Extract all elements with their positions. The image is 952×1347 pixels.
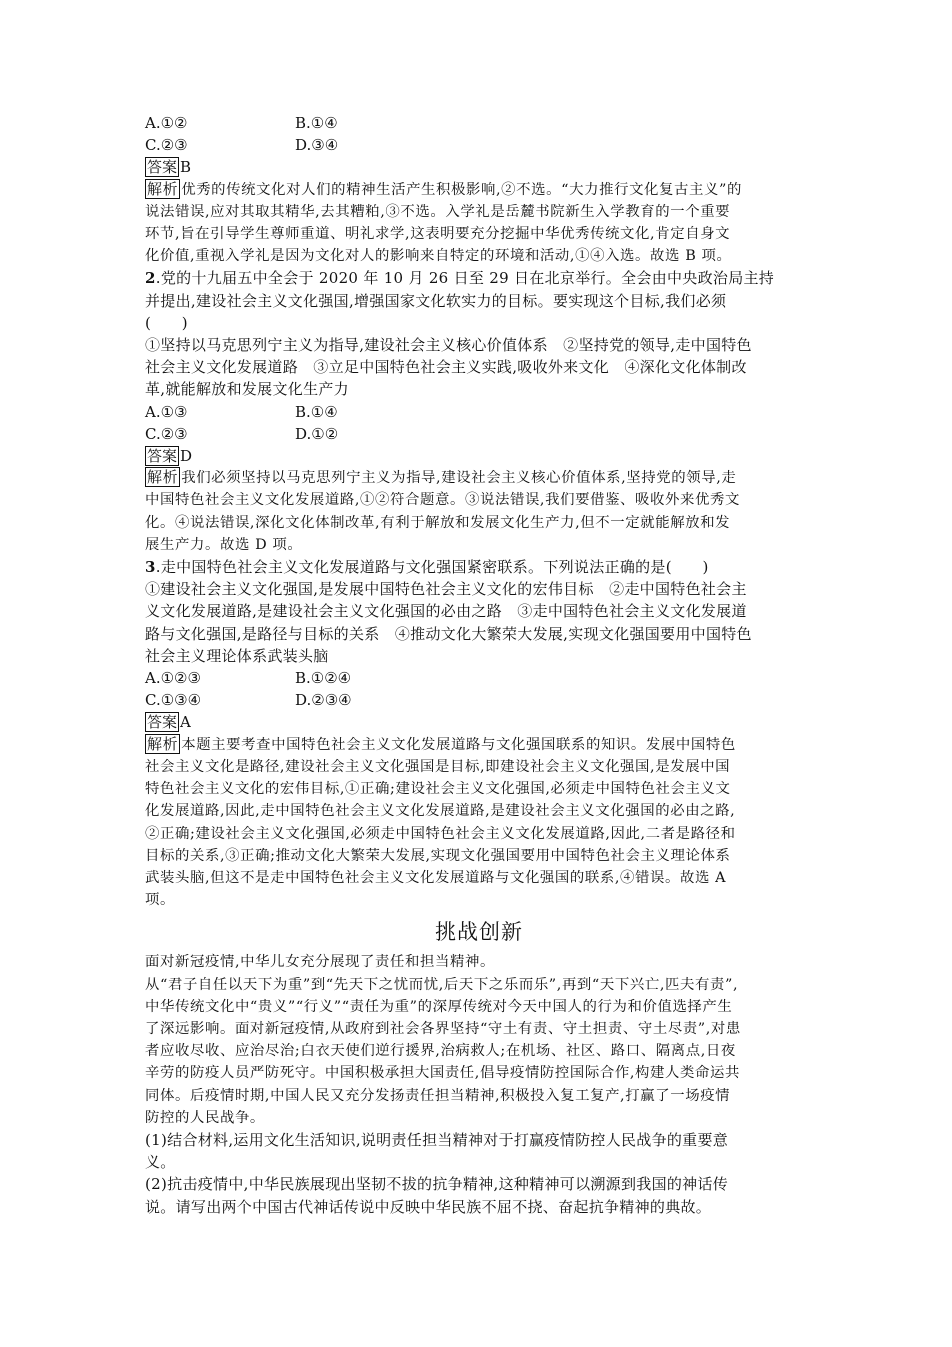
q1-answer-value: B xyxy=(180,158,192,177)
explanation-line: 项。 xyxy=(145,892,175,909)
subquestion-line: (1)结合材料,运用文化生活知识,说明责任担当精神对于打赢疫情防控人民战争的重要意 xyxy=(145,1130,729,1149)
explanation-line: 化价值,重视入学礼是因为文化对人的影响来自特定的环境和活动,①④入选。故选 B 项。 xyxy=(145,248,732,265)
q1-option-b: B.①④ xyxy=(295,114,338,132)
explanation-line: 目标的关系,③正确;推动文化大繁荣大发展,实现文化强国要用中国特色社会主义理论体系 xyxy=(145,847,731,864)
q3-option-c: C.①③④ xyxy=(145,691,202,710)
challenge-section xyxy=(145,917,813,1217)
q1-explanation xyxy=(145,179,813,268)
q2-stem-line: ( ) xyxy=(145,313,188,332)
explanation-line: 特色社会主义文化的宏伟目标,①正确;建设社会主义文化强国,必须走中国特色社会主义文 xyxy=(145,781,731,798)
material-line: 中华传统文化中“贵义”“行义”“责任为重”的深厚传统对今天中国人的行为和价值选择产生 xyxy=(145,998,733,1015)
q3-answer xyxy=(145,711,813,733)
challenge-subquestions xyxy=(145,1129,813,1218)
worksheet-page xyxy=(145,112,813,1218)
q3-item-line: 社会主义理论体系武装头脑 xyxy=(145,646,329,665)
q2-options-row-1 xyxy=(145,401,813,423)
q2-option-b: B.①④ xyxy=(295,402,338,421)
q2-item-line: 革,就能解放和发展文化生产力 xyxy=(145,380,349,399)
answer-tag: 答案 xyxy=(147,158,178,177)
q2-stem-line: 并提出,建设社会主义文化强国,增强国家文化软实力的目标。要实现这个目标,我们必须 xyxy=(145,291,727,310)
q3-options-row-1 xyxy=(145,667,813,689)
q3-answer-value: A xyxy=(180,713,191,732)
material-line: 了深远影响。面对新冠疫情,从政府到社会各界坚持“守土有责、守土担责、守土尽责”,对患 xyxy=(145,1020,741,1037)
explanation-line: ②正确;建设社会主义文化强国,必须走中国特色社会主义文化发展道路,因此,二者是路径和 xyxy=(145,825,736,842)
material-line: 面对新冠疫情,中华儿女充分展现了责任和担当精神。 xyxy=(145,954,495,971)
explanation-line: 武装头脑,但这不是走中国特色社会主义文化发展道路与文化强国的联系,④错误。故选 A xyxy=(145,869,727,886)
q2-number: 2 xyxy=(145,269,156,288)
explanation-line: 解析 本题主要考查中国特色社会主义文化发展道路与文化强国联系的知识。发展中国特色 xyxy=(147,734,736,753)
q2-item-line: 社会主义文化发展道路 ③立足中国特色社会主义实践,吸收外来文化 ④深化文化体制改 xyxy=(145,358,747,377)
q2-stem-line: 2.党的十九届五中全会于 2020 年 10 月 26 日至 29 日在北京举行。全会由中央政治局主持 xyxy=(145,269,775,288)
explanation-line: 说法错误,应对其取其精华,去其糟粕,③不选。入学礼是岳麓书院新生入学教育的一个重要 xyxy=(145,203,731,220)
explanation-line: 环节,旨在引导学生尊师重道、明礼求学,这表明要充分挖掘中华优秀传统文化,肯定自身文 xyxy=(145,226,731,243)
q3-number: 3 xyxy=(145,558,156,577)
q3-option-a: A.①②③ xyxy=(145,669,201,688)
q3-explanation xyxy=(145,734,813,912)
q1-block xyxy=(145,112,813,267)
challenge-material xyxy=(145,951,813,1129)
q3-item-line: 义文化发展道路,是建设社会主义文化强国的必由之路 ③走中国特色社会主义文化发展道 xyxy=(145,602,747,621)
q1-option-d: D.③④ xyxy=(295,136,339,155)
explain-tag: 解析 xyxy=(147,734,179,753)
subquestion-line: (2)抗击疫情中,中华民族展现出坚韧不拔的抗争精神,这种精神可以溯源到我国的神话传 xyxy=(145,1175,729,1194)
explanation-line: 中国特色社会主义文化发展道路,①②符合题意。③说法错误,我们要借鉴、吸收外来优秀文 xyxy=(145,492,740,509)
explanation-line: 社会主义文化是路径,建设社会主义文化强国是目标,即建设社会主义文化强国,是发展中国 xyxy=(145,758,731,775)
q3-options-row-2 xyxy=(145,689,813,711)
explanation-line: 解析 我们必须坚持以马克思列宁主义为指导,建设社会主义核心价值体系,坚持党的领导,走 xyxy=(147,468,737,487)
q1-option-a: A.①② xyxy=(145,114,188,132)
subquestion-line: 义。 xyxy=(145,1153,176,1172)
material-line: 从“君子自任以天下为重”到“先天下之忧而忧,后天下之乐而乐”,再到“天下兴亡,匹夫有责”, xyxy=(145,976,739,993)
material-line: 辛劳的防疫人员严防死守。中国积极承担大国责任,倡导疫情防控国际合作,构建人类命运共 xyxy=(145,1065,740,1082)
q2-item-line: ①坚持以马克思列宁主义为指导,建设社会主义核心价值体系 ②坚持党的领导,走中国特色 xyxy=(145,336,752,355)
q1-options-row-2 xyxy=(145,134,813,156)
answer-tag: 答案 xyxy=(147,713,178,732)
q2-answer-value: D xyxy=(180,447,193,466)
q1-answer xyxy=(145,156,813,178)
q2-explanation xyxy=(145,467,813,556)
explanation-line: 化发展道路,因此,走中国特色社会主义文化发展道路,是建设社会主义文化强国的必由之路, xyxy=(145,803,736,820)
q3-option-d: D.②③④ xyxy=(295,691,352,710)
q1-options-row-1 xyxy=(145,112,813,134)
answer-tag: 答案 xyxy=(147,447,178,466)
explain-tag: 解析 xyxy=(147,468,179,487)
q1-option-c: C.②③ xyxy=(145,136,188,155)
section-title: 挑战创新 xyxy=(435,920,523,945)
q3-stem-line: 3.走中国特色社会主义文化发展道路与文化强国紧密联系。下列说法正确的是( ) xyxy=(145,558,709,577)
q2-option-c: C.②③ xyxy=(145,424,188,443)
q2-options-row-2 xyxy=(145,423,813,445)
q2-option-a: A.①③ xyxy=(145,402,188,421)
material-line: 同体。后疫情时期,中国人民又充分发扬责任担当精神,积极投入复工复产,打赢了一场疫情 xyxy=(145,1087,731,1104)
q2-answer xyxy=(145,445,813,467)
explanation-line: 化。④说法错误,深化文化体制改革,有利于解放和发展文化生产力,但不一定就能解放和发 xyxy=(145,514,731,531)
subquestion-line: 说。请写出两个中国古代神话传说中反映中华民族不屈不挠、奋起抗争精神的典故。 xyxy=(145,1197,712,1216)
explanation-line: 解析 优秀的传统文化对人们的精神生活产生积极影响,②不选。“大力推行文化复古主义”的 xyxy=(147,179,742,198)
q3-option-b: B.①②④ xyxy=(295,669,352,688)
explanation-line: 展生产力。故选 D 项。 xyxy=(145,536,303,553)
q2-block xyxy=(145,267,813,556)
q3-block xyxy=(145,556,813,911)
q3-item-line: 路与文化强国,是路径与目标的关系 ④推动文化大繁荣大发展,实现文化强国要用中国特色 xyxy=(145,624,752,643)
material-line: 防控的人民战争。 xyxy=(145,1109,265,1126)
q3-item-line: ①建设社会主义文化强国,是发展中国特色社会主义文化的宏伟目标 ②走中国特色社会主 xyxy=(145,580,747,599)
explain-tag: 解析 xyxy=(147,179,179,198)
q2-option-d: D.①② xyxy=(295,424,339,443)
material-line: 者应收尽收、应治尽治;白衣天使们逆行援界,治病救人;在机场、社区、路口、隔离点,日夜 xyxy=(145,1043,736,1060)
